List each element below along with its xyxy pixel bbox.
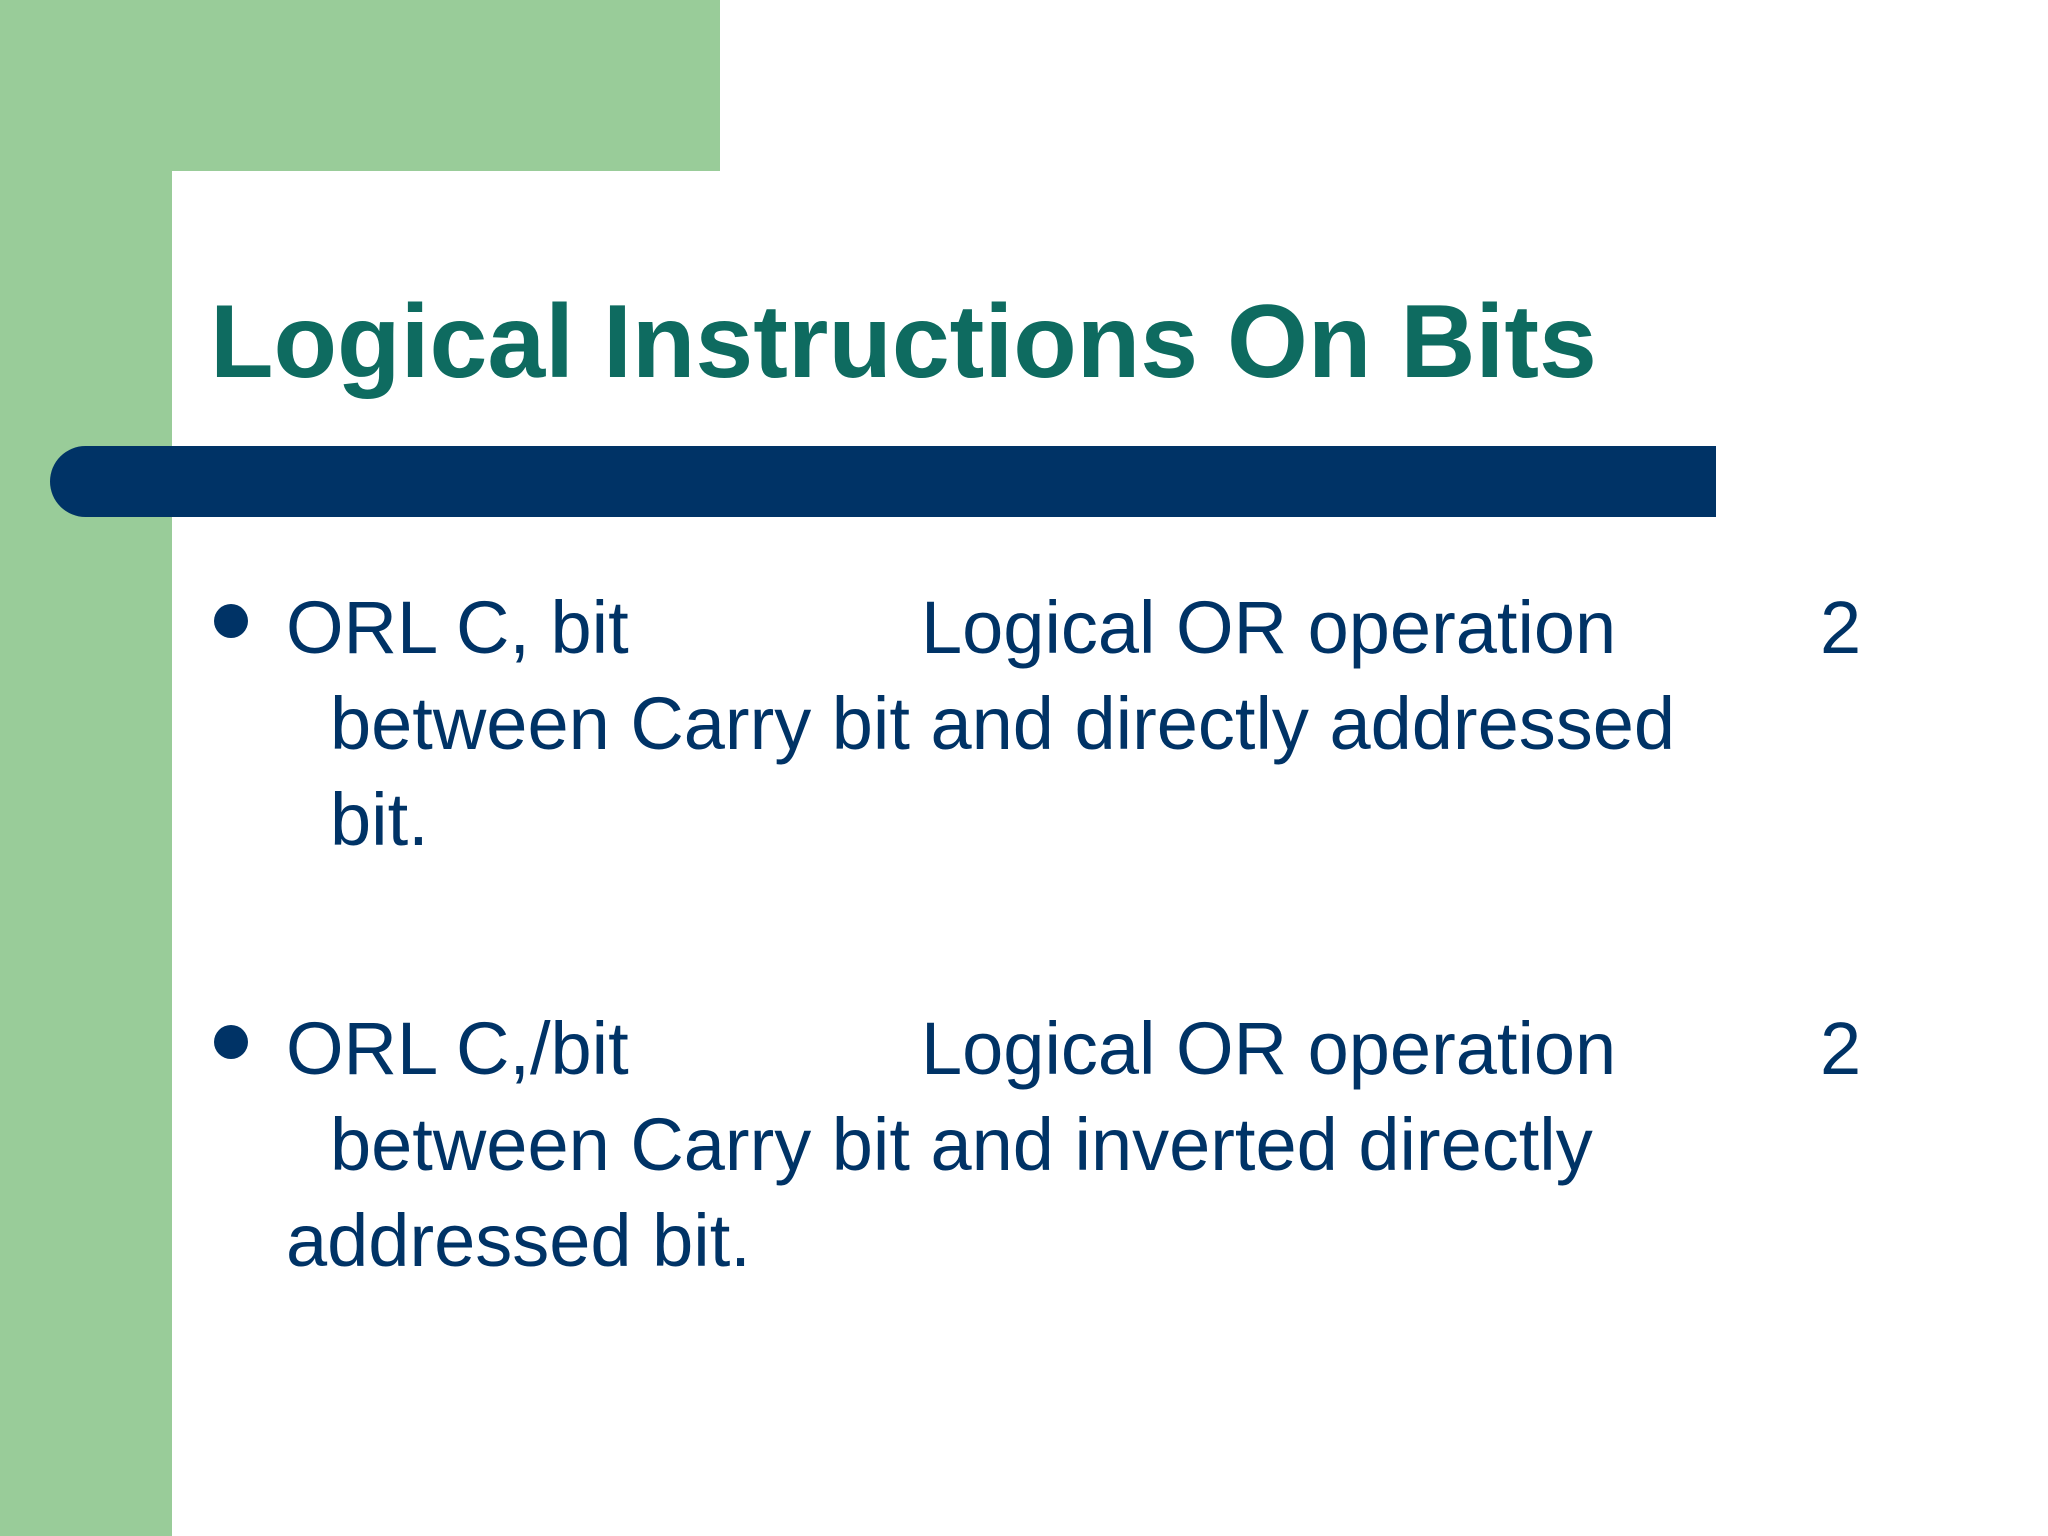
bullet-dot-icon bbox=[214, 604, 248, 638]
instruction-bytes: 2 bbox=[1820, 586, 1862, 669]
bullet-dot-icon bbox=[214, 1025, 248, 1059]
top-accent-block bbox=[0, 0, 720, 171]
instruction-description: Logical OR operation bbox=[921, 586, 1617, 669]
instruction-bytes: 2 bbox=[1820, 1007, 1862, 1090]
instruction-mnemonic: ORL C,/bit bbox=[286, 1007, 629, 1090]
title-underline-bar bbox=[50, 446, 1716, 517]
left-accent-strip bbox=[0, 0, 172, 1536]
instruction-description-line: addressed bit. bbox=[286, 1199, 751, 1282]
instruction-description-line: between Carry bit and directly addressed bbox=[330, 682, 1676, 765]
instruction-description: Logical OR operation bbox=[921, 1007, 1617, 1090]
instruction-mnemonic: ORL C, bit bbox=[286, 586, 629, 669]
slide-title: Logical Instructions On Bits bbox=[210, 284, 1597, 400]
instruction-description-line: between Carry bit and inverted directly bbox=[330, 1103, 1593, 1186]
instruction-description-line: bit. bbox=[330, 778, 429, 861]
